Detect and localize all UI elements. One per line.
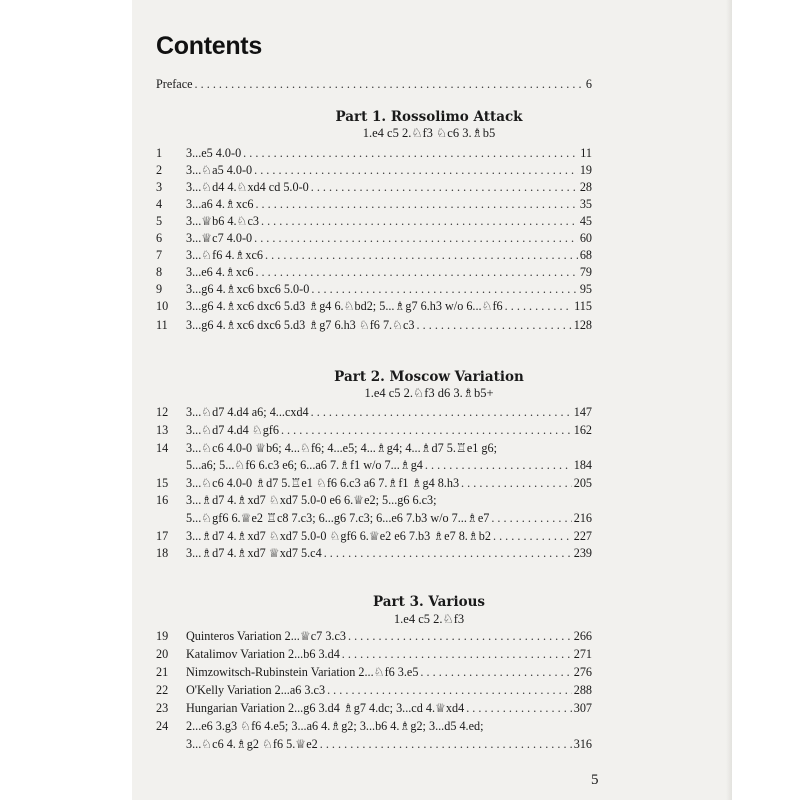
entry-number: 8 bbox=[156, 265, 163, 279]
entry-page: 316 bbox=[573, 737, 592, 751]
entry-text: 3...e5 4.0-0 bbox=[186, 146, 242, 160]
toc-entry[interactable] bbox=[186, 423, 592, 438]
entry-text-line1[interactable]: 2...e6 3.g3 ♘f6 4.e5; 3...a6 4.♗g2; 3...b6 4.♗g2; 3...d5 4.ed; bbox=[186, 719, 484, 733]
entry-page: 28 bbox=[579, 180, 592, 194]
entry-number: 19 bbox=[156, 629, 169, 643]
leader-dots bbox=[461, 476, 572, 491]
entry-page: 95 bbox=[579, 282, 592, 296]
leader-dots bbox=[466, 701, 572, 716]
entry-page: 11 bbox=[580, 146, 592, 160]
leader-dots bbox=[255, 265, 577, 280]
entry-page: 227 bbox=[573, 529, 592, 543]
toc-entry[interactable] bbox=[186, 458, 592, 473]
contents-page bbox=[132, 0, 732, 800]
toc-entry[interactable] bbox=[186, 405, 592, 420]
toc-entry[interactable] bbox=[186, 163, 592, 178]
toc-entry[interactable] bbox=[186, 683, 592, 698]
leader-dots bbox=[261, 214, 578, 229]
toc-entry[interactable] bbox=[186, 197, 592, 212]
left-margin bbox=[0, 0, 132, 800]
entry-text: Quinteros Variation 2...♕c7 3.c3 bbox=[186, 629, 346, 643]
entry-text: 3...g6 4.♗xc6 dxc6 5.d3 ♗g7 6.h3 ♘f6 7.♘c3 bbox=[186, 318, 415, 332]
entry-page: 271 bbox=[573, 647, 592, 661]
entry-number: 6 bbox=[156, 231, 163, 245]
entry-page: 79 bbox=[579, 265, 592, 279]
entry-number: 18 bbox=[156, 546, 169, 560]
entry-text: Hungarian Variation 2...g6 3.d4 ♗g7 4.dc; 3...cd 4.♕xd4 bbox=[186, 701, 465, 715]
toc-entry[interactable] bbox=[186, 546, 592, 561]
preface-label: Preface bbox=[156, 77, 193, 91]
leader-dots bbox=[324, 546, 572, 561]
entry-text: 3...♘c6 4.0-0 ♗d7 5.♖e1 ♘f6 6.c3 a6 7.♗f1 ♗g4 8.h3 bbox=[186, 476, 460, 490]
toc-entry[interactable] bbox=[186, 511, 592, 526]
entry-page: 45 bbox=[579, 214, 592, 228]
leader-dots bbox=[320, 737, 572, 752]
entry-text: 3...♗d7 4.♗xd7 ♕xd7 5.c4 bbox=[186, 546, 322, 560]
entry-number: 2 bbox=[156, 163, 163, 177]
part2-moves: 1.e4 c5 2.♘f3 d6 3.♗b5+ bbox=[364, 386, 494, 400]
preface-page: 6 bbox=[585, 77, 592, 91]
toc-entry[interactable] bbox=[186, 180, 592, 195]
page-number: 5 bbox=[591, 772, 599, 788]
entry-number: 24 bbox=[156, 719, 169, 733]
entry-page: 35 bbox=[579, 197, 592, 211]
entry-page: 147 bbox=[573, 405, 592, 419]
entry-text: 3...♕c7 4.0-0 bbox=[186, 231, 253, 245]
toc-entry[interactable] bbox=[186, 231, 592, 246]
entry-number: 10 bbox=[156, 299, 169, 313]
entry-number: 11 bbox=[156, 318, 168, 332]
leader-dots bbox=[420, 665, 571, 680]
part3-title: Part 3. Various bbox=[372, 594, 486, 610]
entry-number: 20 bbox=[156, 647, 169, 661]
entry-number: 15 bbox=[156, 476, 169, 490]
toc-entry[interactable] bbox=[186, 299, 592, 314]
toc-entry[interactable] bbox=[186, 529, 592, 544]
toc-entry[interactable] bbox=[186, 476, 592, 491]
entry-text: 3...e6 4.♗xc6 bbox=[186, 265, 254, 279]
part1-moves: 1.e4 c5 2.♘f3 ♘c6 3.♗b5 bbox=[362, 126, 496, 140]
toc-entry[interactable] bbox=[186, 248, 592, 263]
entry-text: 3...♘d7 4.d4 a6; 4...cxd4 bbox=[186, 405, 309, 419]
part2-title: Part 2. Moscow Variation bbox=[334, 369, 524, 385]
entry-text: 3...♘d4 4.♘xd4 cd 5.0-0 bbox=[186, 180, 309, 194]
toc-entry[interactable] bbox=[186, 647, 592, 662]
entry-text: 3...♘f6 4.♗xc6 bbox=[186, 248, 264, 262]
entry-text: 3...♘c6 4.♗g2 ♘f6 5.♕e2 bbox=[186, 737, 318, 751]
entry-text: 3...g6 4.♗xc6 dxc6 5.d3 ♗g4 6.♘bd2; 5...♗g7 6.h3 w/o 6...♘f6 bbox=[186, 299, 503, 313]
entry-number: 7 bbox=[156, 248, 163, 262]
leader-dots bbox=[505, 299, 573, 314]
toc-entry[interactable] bbox=[186, 629, 592, 644]
preface-row[interactable] bbox=[156, 77, 592, 92]
entry-text-line1[interactable]: 3...♗d7 4.♗xd7 ♘xd7 5.0-0 e6 6.♕e2; 5...g6 6.c3; bbox=[186, 493, 437, 507]
toc-entry[interactable] bbox=[186, 701, 592, 716]
leader-dots bbox=[417, 318, 572, 333]
entry-page: 276 bbox=[573, 665, 592, 679]
leader-dots bbox=[425, 458, 572, 473]
entry-text: Katalimov Variation 2...b6 3.d4 bbox=[186, 647, 340, 661]
part3-moves: 1.e4 c5 2.♘f3 bbox=[393, 612, 465, 626]
entry-text-line1[interactable]: 3...♘c6 4.0-0 ♕b6; 4...♘f6; 4...e5; 4...♗g4; 4...♗d7 5.♖e1 g6; bbox=[186, 441, 497, 455]
leader-dots bbox=[243, 146, 578, 161]
entry-number: 5 bbox=[156, 214, 163, 228]
entry-page: 266 bbox=[573, 629, 592, 643]
entry-number: 12 bbox=[156, 405, 169, 419]
toc-entry[interactable] bbox=[186, 214, 592, 229]
entry-text: O'Kelly Variation 2...a6 3.c3 bbox=[186, 683, 326, 697]
part1-title: Part 1. Rossolimo Attack bbox=[335, 109, 523, 125]
entry-number: 17 bbox=[156, 529, 169, 543]
entry-text: 3...♗d7 4.♗xd7 ♘xd7 5.0-0 ♘gf6 6.♕e2 e6 7.b3 ♗e7 8.♗b2 bbox=[186, 529, 491, 543]
leader-dots bbox=[342, 647, 572, 662]
entry-page: 115 bbox=[574, 299, 592, 313]
entry-text: 3...♘d7 4.d4 ♘gf6 bbox=[186, 423, 279, 437]
entry-text: 5...a6; 5...♘f6 6.c3 e6; 6...a6 7.♗f1 w/o 7...♗g4 bbox=[186, 458, 423, 472]
entry-number: 14 bbox=[156, 441, 169, 455]
leader-dots bbox=[311, 282, 578, 297]
entry-text: Nimzowitsch-Rubinstein Variation 2...♘f6 3.e5 bbox=[186, 665, 419, 679]
entry-page: 288 bbox=[573, 683, 592, 697]
leader-dots bbox=[348, 629, 572, 644]
leader-dots bbox=[254, 163, 578, 178]
page-title: Contents bbox=[156, 32, 262, 60]
entry-page: 128 bbox=[573, 318, 592, 332]
toc-entry[interactable] bbox=[186, 318, 592, 333]
leader-dots bbox=[311, 405, 572, 420]
entry-number: 23 bbox=[156, 701, 169, 715]
leader-dots bbox=[311, 180, 578, 195]
leader-dots bbox=[254, 231, 578, 246]
toc-entry[interactable] bbox=[186, 737, 592, 752]
entry-number: 13 bbox=[156, 423, 169, 437]
toc-entry[interactable] bbox=[186, 282, 592, 297]
leader-dots bbox=[281, 423, 572, 438]
entry-text: 3...♘a5 4.0-0 bbox=[186, 163, 253, 177]
leader-dots bbox=[327, 683, 572, 698]
toc-entry[interactable] bbox=[186, 265, 592, 280]
entry-page: 307 bbox=[573, 701, 592, 715]
entry-text: 3...g6 4.♗xc6 bxc6 5.0-0 bbox=[186, 282, 310, 296]
entry-number: 3 bbox=[156, 180, 163, 194]
entry-text: 5...♘gf6 6.♕e2 ♖c8 7.c3; 6...g6 7.c3; 6...e6 7.b3 w/o 7...♗e7 bbox=[186, 511, 490, 525]
entry-page: 68 bbox=[579, 248, 592, 262]
leader-dots bbox=[491, 511, 571, 526]
leader-dots bbox=[195, 77, 584, 92]
entry-number: 22 bbox=[156, 683, 169, 697]
leader-dots bbox=[255, 197, 577, 212]
leader-dots bbox=[265, 248, 578, 263]
page-edge-shadow bbox=[726, 0, 732, 800]
entry-page: 162 bbox=[573, 423, 592, 437]
entry-page: 216 bbox=[573, 511, 592, 525]
entry-page: 184 bbox=[573, 458, 592, 472]
entry-text: 3...♕b6 4.♘c3 bbox=[186, 214, 259, 228]
entry-page: 205 bbox=[573, 476, 592, 490]
toc-entry[interactable] bbox=[186, 665, 592, 680]
entry-page: 19 bbox=[579, 163, 592, 177]
entry-number: 21 bbox=[156, 665, 169, 679]
entry-page: 239 bbox=[573, 546, 592, 560]
entry-number: 16 bbox=[156, 493, 169, 507]
leader-dots bbox=[493, 529, 572, 544]
entry-number: 9 bbox=[156, 282, 163, 296]
entry-page: 60 bbox=[579, 231, 592, 245]
entry-text: 3...a6 4.♗xc6 bbox=[186, 197, 254, 211]
entry-number: 1 bbox=[156, 146, 163, 160]
entry-number: 4 bbox=[156, 197, 163, 211]
toc-entry[interactable] bbox=[186, 146, 592, 161]
